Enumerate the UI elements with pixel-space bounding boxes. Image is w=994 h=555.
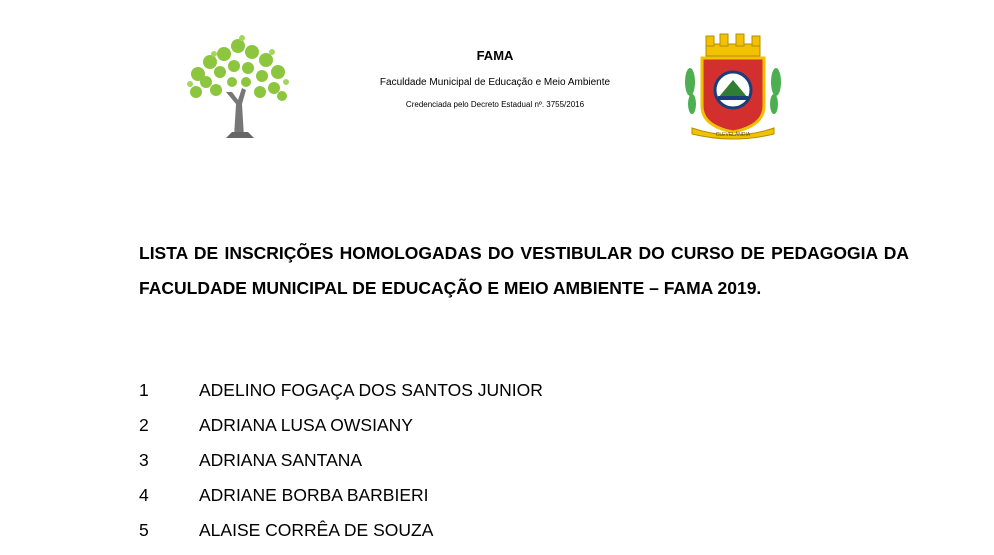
fama-tree-logo (176, 32, 300, 142)
entry-name: ADRIANE BORBA BARBIERI (199, 485, 429, 505)
entry-name: ADRIANA LUSA OWSIANY (199, 415, 413, 435)
entry-number: 4 (139, 485, 149, 505)
institution-short-name: FAMA (476, 48, 514, 63)
document-title: LISTA DE INSCRIÇÕES HOMOLOGADAS DO VESTIBULAR DO CURSO DE PEDAGOGIA DA FACULDADE MUNICIPAL DE EDUCAÇÃO E MEIO AMBIENTE – FAMA 2019. (139, 243, 909, 298)
list-item (139, 380, 543, 415)
entry-number: 5 (139, 520, 149, 540)
entry-number: 2 (139, 415, 149, 435)
entry-name: ADELINO FOGAÇA DOS SANTOS JUNIOR (199, 380, 543, 400)
list-item (139, 415, 543, 450)
list-item (139, 485, 543, 520)
municipal-crest (678, 32, 788, 144)
registration-list (139, 380, 543, 555)
document-header (0, 0, 994, 160)
entry-name: ADRIANA SANTANA (199, 450, 363, 470)
entry-number: 1 (139, 380, 149, 400)
entry-name: ALAISE CORRÊA DE SOUZA (199, 520, 434, 540)
accreditation-text: Credenciada pelo Decreto Estadual nº. 3755/2016 (405, 100, 585, 109)
list-item (139, 520, 543, 555)
entry-number: 3 (139, 450, 149, 470)
institution-full-name: Faculdade Municipal de Educação e Meio Ambiente (379, 77, 611, 88)
crest-banner-text: CLEVELÂNDIA (715, 132, 751, 138)
list-item (139, 450, 543, 485)
institution-block (330, 48, 660, 109)
